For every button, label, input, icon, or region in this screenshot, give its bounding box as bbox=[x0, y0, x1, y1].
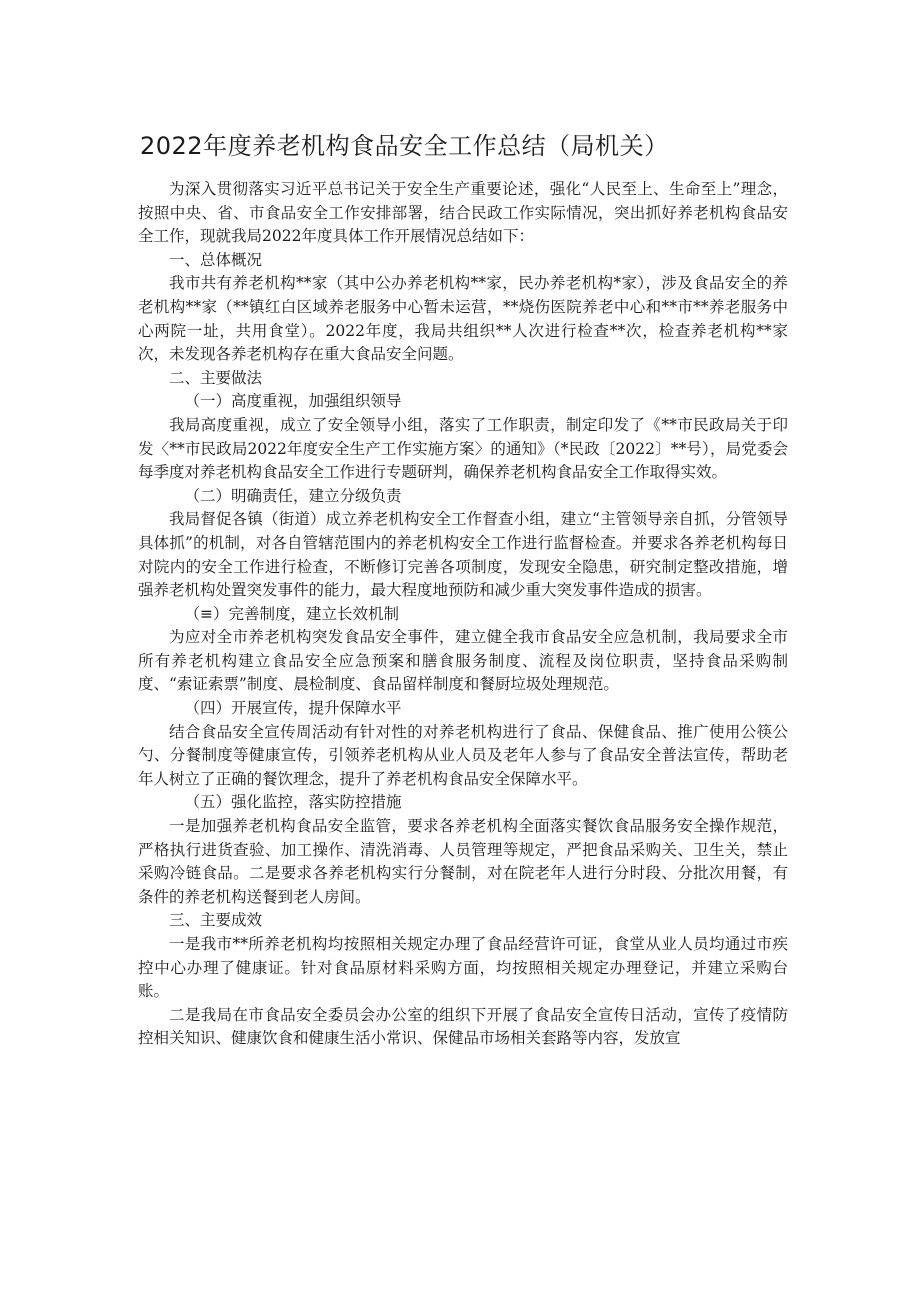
leadership-paragraph: 我局高度重视，成立了安全领导小组，落实了工作职责，制定印发了《**市民政局关于印发〈**市民政局2022年度安全生产工作实施方案〉的通知》（*民政〔2022〕**号），局党委会每季度对养老机构食品安全工作进行专题研判，确保养老机构食品安全工作取得实效。 bbox=[138, 415, 788, 482]
results-paragraph-2: 二是我局在市食品安全委员会办公室的组织下开展了食品安全宣传日活动，宣传了疫情防控相关知识、健康饮食和健康生活小常识、保健品市场相关套路等内容，发放宣 bbox=[138, 1005, 788, 1048]
subheading-responsibility: （二）明确责任，建立分级负责 bbox=[184, 486, 402, 505]
subheading-leadership: （一）高度重视，加强组织领导 bbox=[184, 392, 402, 411]
publicity-paragraph: 结合食品安全宣传周活动有针对性的对养老机构进行了食品、保健食品、推广使用公筷公勺、分餐制度等健康宣传，引领养老机构从业人员及老年人参与了食品安全普法宣传，帮助老年人树立了正确的餐饮理念，提升了养老机构食品安全保障水平。 bbox=[138, 722, 788, 788]
subheading-publicity: （四）开展宣传，提升保障水平 bbox=[184, 699, 402, 718]
document-title: 2022年度养老机构食品安全工作总结（局机关） bbox=[140, 132, 669, 160]
results-paragraph-1: 一是我市**所养老机构均按照相关规定办理了食品经营许可证，食堂从业人员均通过市疾控中心办理了健康证。针对食品原材料采购方面，均按照相关规定办理登记，并建立采购台账。 bbox=[138, 935, 788, 1001]
monitoring-paragraph: 一是加强养老机构食品安全监管，要求各养老机构全面落实餐饮食品服务安全操作规范，严格执行进货查验、加工操作、清洗消毒、人员管理等规定，严把食品采购关、卫生关，禁止采购冷链食品。二是要求各养老机构实行分餐制，对在院老年人进行分时段、分批次用餐，有条件的养老机构送餐到老人房间。 bbox=[138, 817, 788, 906]
document-page bbox=[138, 126, 788, 1051]
responsibility-paragraph: 我局督促各镇（街道）成立养老机构安全工作督查小组，建立“主管领导亲自抓，分管领导具体抓”的机制，对各自管辖范围内的养老机构安全工作进行监督检查。并要求各养老机构每日对院内的安全工作进行检查，不断修订完善各项制度，发现安全隐患，研究制定整改措施，增强养老机构处置突发事件的能力，最大程度地预防和减少重大突发事件造成的损害。 bbox=[138, 510, 788, 600]
section-heading-results: 三、主要成效 bbox=[169, 911, 263, 930]
section-heading-overview: 一、总体概况 bbox=[169, 250, 263, 269]
system-paragraph: 为应对全市养老机构突发食品安全事件，建立健全我市食品安全应急机制，我局要求全市所有养老机构建立食品安全应急预案和膳食服务制度、流程及岗位职责，坚持食品采购制度、“索证索票”制度、晨检制度、食品留样制度和餐厨垃圾处理规范。 bbox=[138, 628, 788, 694]
subheading-monitoring: （五）强化监控，落实防控措施 bbox=[184, 793, 402, 812]
subheading-system: （≡）完善制度，建立长效机制 bbox=[184, 604, 399, 623]
section-heading-measures: 二、主要做法 bbox=[169, 368, 263, 387]
overview-paragraph: 我市共有养老机构**家（其中公办养老机构**家，民办养老机构*家），涉及食品安全的养老机构**家（**镇红白区域养老服务中心暂未运营，**烧伤医院养老中心和**市**养老服务中心两院一址，共用食堂）。2022年度，我局共组织**人次进行检查**次，检查养老机构**家次，未发现各养老机构存在重大食品安全问题。 bbox=[138, 274, 788, 364]
intro-paragraph: 为深入贯彻落实习近平总书记关于安全生产重要论述，强化“人民至上、生命至上”理念，按照中央、省、市食品安全工作安排部署，结合民政工作实际情况，突出抓好养老机构食品安全工作，现就我局2022年度具体工作开展情况总结如下： bbox=[138, 180, 788, 246]
